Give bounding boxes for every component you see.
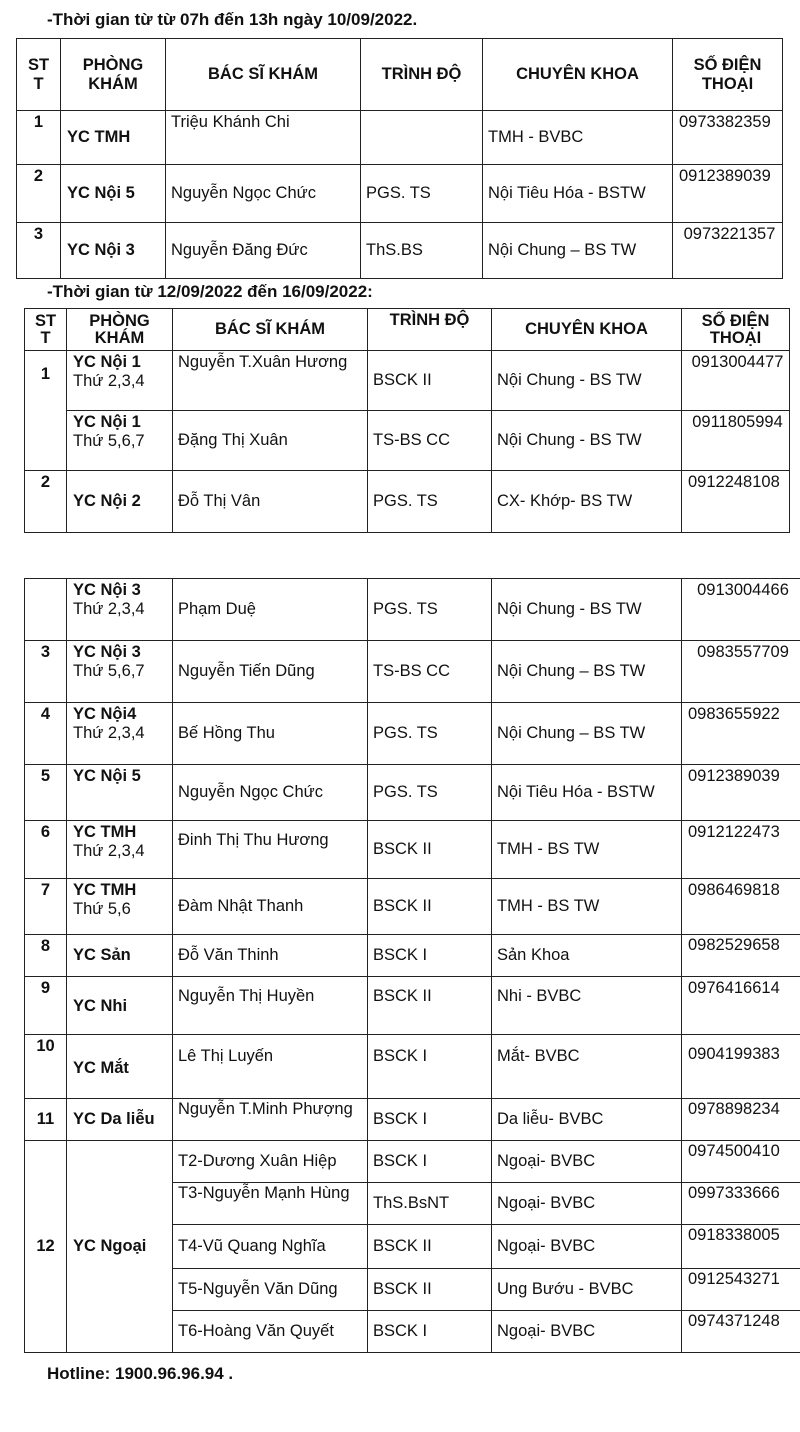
phone-cell: 0997333666 xyxy=(682,1183,800,1225)
room-cell: YC TMH xyxy=(61,111,166,165)
level-cell: BSCK I xyxy=(368,1099,492,1141)
phone-cell: 0912122473 xyxy=(682,821,800,879)
level-cell: BSCK II xyxy=(368,821,492,879)
stt-cell: 7 xyxy=(25,879,67,935)
schedule-table-3 xyxy=(24,578,800,1353)
stt-cell xyxy=(25,579,67,641)
doctor-cell: Nguyễn Ngọc Chức xyxy=(166,165,361,223)
specialty-cell: Ung Bướu - BVBC xyxy=(492,1269,682,1311)
header-doctor: BÁC SĨ KHÁM xyxy=(173,309,368,351)
phone-cell: 0978898234 xyxy=(682,1099,800,1141)
doctor-cell: Phạm Duệ xyxy=(173,579,368,641)
phone-cell: 0973382359 xyxy=(673,111,783,165)
specialty-cell: Nội Chung - BS TW xyxy=(492,351,682,411)
schedule-table-2 xyxy=(24,308,790,533)
header-room: PHÒNG KHÁM xyxy=(61,39,166,111)
table-row xyxy=(17,111,783,165)
stt-cell: 11 xyxy=(25,1099,67,1141)
phone-cell: 0912543271 xyxy=(682,1269,800,1311)
schedule-period-2: -Thời gian từ 12/09/2022 đến 16/09/2022: xyxy=(47,282,373,301)
stt-cell: 8 xyxy=(25,935,67,977)
specialty-cell: Ngoại- BVBC xyxy=(492,1311,682,1353)
room-cell: YC Nội 3 Thứ 2,3,4 xyxy=(67,579,173,641)
phone-cell: 0911805994 xyxy=(682,411,790,471)
level-cell: PGS. TS xyxy=(361,165,483,223)
level-cell: BSCK I xyxy=(368,1141,492,1183)
doctor-cell: T3-Nguyễn Mạnh Hùng xyxy=(173,1183,368,1225)
level-cell: BSCK II xyxy=(368,879,492,935)
doctor-cell: Bế Hồng Thu xyxy=(173,703,368,765)
doctor-cell: Đinh Thị Thu Hương xyxy=(173,821,368,879)
level-cell xyxy=(361,111,483,165)
specialty-cell: CX- Khớp- BS TW xyxy=(492,471,682,533)
phone-cell: 0904199383 xyxy=(682,1035,800,1099)
schedule-period-1: -Thời gian từ từ 07h đến 13h ngày 10/09/2022. xyxy=(47,10,418,29)
specialty-cell: Nội Chung – BS TW xyxy=(483,223,673,279)
table-row xyxy=(25,1099,800,1141)
level-cell: BSCK I xyxy=(368,1311,492,1353)
level-cell: PGS. TS xyxy=(368,471,492,533)
table-row xyxy=(25,879,800,935)
phone-cell: 0974500410 xyxy=(682,1141,800,1183)
phone-cell: 0973221357 xyxy=(673,223,783,279)
level-cell: BSCK II xyxy=(368,1225,492,1269)
stt-cell: 1 xyxy=(25,351,67,471)
stt-cell: 1 xyxy=(17,111,61,165)
phone-cell: 0976416614 xyxy=(682,977,800,1035)
room-cell: YC Nội 1 Thứ 5,6,7 xyxy=(67,411,173,471)
specialty-cell: Sản Khoa xyxy=(492,935,682,977)
stt-cell: 3 xyxy=(25,641,67,703)
doctor-cell: T2-Dương Xuân Hiệp xyxy=(173,1141,368,1183)
doctor-cell: Đàm Nhật Thanh xyxy=(173,879,368,935)
level-cell: BSCK II xyxy=(368,351,492,411)
room-cell: YC Nội 3 Thứ 5,6,7 xyxy=(67,641,173,703)
level-cell: PGS. TS xyxy=(368,579,492,641)
header-level: TRÌNH ĐỘ xyxy=(368,309,492,351)
doctor-cell: T5-Nguyễn Văn Dũng xyxy=(173,1269,368,1311)
phone-cell: 0986469818 xyxy=(682,879,800,935)
table-row xyxy=(25,579,800,641)
doctor-cell: Triệu Khánh Chi xyxy=(166,111,361,165)
room-cell: YC TMH Thứ 5,6 xyxy=(67,879,173,935)
specialty-cell: TMH - BVBC xyxy=(483,111,673,165)
specialty-cell: Nội Chung – BS TW xyxy=(492,641,682,703)
level-cell: TS-BS CC xyxy=(368,641,492,703)
room-cell: YC Nội 5 xyxy=(61,165,166,223)
header-phone: SỐ ĐIỆN THOẠI xyxy=(682,309,790,351)
phone-cell: 0982529658 xyxy=(682,935,800,977)
room-cell: YC Nội 3 xyxy=(61,223,166,279)
room-cell: YC Nhi xyxy=(67,977,173,1035)
level-cell: ThS.BS xyxy=(361,223,483,279)
specialty-cell: Nội Tiêu Hóa - BSTW xyxy=(492,765,682,821)
table-header-row xyxy=(17,39,783,111)
room-cell: YC Ngoại xyxy=(67,1141,173,1353)
table-row xyxy=(17,165,783,223)
level-cell: TS-BS CC xyxy=(368,411,492,471)
room-cell: YC Sản xyxy=(67,935,173,977)
level-cell: BSCK II xyxy=(368,1269,492,1311)
header-specialty: CHUYÊN KHOA xyxy=(492,309,682,351)
room-cell: YC Da liễu xyxy=(67,1099,173,1141)
room-cell: YC TMH Thứ 2,3,4 xyxy=(67,821,173,879)
table-row xyxy=(25,821,800,879)
table-row xyxy=(25,935,800,977)
specialty-cell: Nội Chung – BS TW xyxy=(492,703,682,765)
header-doctor: BÁC SĨ KHÁM xyxy=(166,39,361,111)
level-cell: BSCK I xyxy=(368,935,492,977)
phone-cell: 0983557709 xyxy=(682,641,800,703)
doctor-cell: T6-Hoàng Văn Quyết xyxy=(173,1311,368,1353)
table-row xyxy=(25,977,800,1035)
stt-cell: 4 xyxy=(25,703,67,765)
table-row xyxy=(25,703,800,765)
table-row xyxy=(25,1035,800,1099)
level-cell: ThS.BsNT xyxy=(368,1183,492,1225)
stt-cell: 3 xyxy=(17,223,61,279)
specialty-cell: Nội Tiêu Hóa - BSTW xyxy=(483,165,673,223)
header-phone: SỐ ĐIỆN THOẠI xyxy=(673,39,783,111)
specialty-cell: TMH - BS TW xyxy=(492,821,682,879)
table-row xyxy=(25,411,790,471)
header-specialty: CHUYÊN KHOA xyxy=(483,39,673,111)
doctor-cell: Nguyễn T.Xuân Hương xyxy=(173,351,368,411)
room-cell: YC Nội4 Thứ 2,3,4 xyxy=(67,703,173,765)
specialty-cell: Ngoại- BVBC xyxy=(492,1141,682,1183)
table-row xyxy=(25,1141,800,1183)
doctor-cell: Đỗ Thị Vân xyxy=(173,471,368,533)
room-cell: YC Nội 5 xyxy=(67,765,173,821)
specialty-cell: TMH - BS TW xyxy=(492,879,682,935)
doctor-cell: Nguyễn Ngọc Chức xyxy=(173,765,368,821)
doctor-cell: Nguyễn T.Minh Phượng xyxy=(173,1099,368,1141)
table-row xyxy=(25,765,800,821)
stt-cell: 2 xyxy=(17,165,61,223)
phone-cell: 0912248108 xyxy=(682,471,790,533)
doctor-cell: Nguyễn Thị Huyền xyxy=(173,977,368,1035)
specialty-cell: Ngoại- BVBC xyxy=(492,1183,682,1225)
doctor-cell: Đặng Thị Xuân xyxy=(173,411,368,471)
stt-cell: 12 xyxy=(25,1141,67,1353)
phone-cell: 0918338005 xyxy=(682,1225,800,1269)
level-cell: BSCK II xyxy=(368,977,492,1035)
stt-cell: 2 xyxy=(25,471,67,533)
specialty-cell: Da liễu- BVBC xyxy=(492,1099,682,1141)
level-cell: PGS. TS xyxy=(368,703,492,765)
table-row xyxy=(25,471,790,533)
specialty-cell: Ngoại- BVBC xyxy=(492,1225,682,1269)
table-row xyxy=(17,223,783,279)
header-level: TRÌNH ĐỘ xyxy=(361,39,483,111)
stt-cell: 10 xyxy=(25,1035,67,1099)
doctor-cell: Nguyễn Tiến Dũng xyxy=(173,641,368,703)
phone-cell: 0913004477 xyxy=(682,351,790,411)
doctor-cell: Lê Thị Luyến xyxy=(173,1035,368,1099)
doctor-cell: Nguyễn Đăng Đức xyxy=(166,223,361,279)
header-stt: ST T xyxy=(25,309,67,351)
phone-cell: 0974371248 xyxy=(682,1311,800,1353)
phone-cell: 0912389039 xyxy=(673,165,783,223)
header-stt: ST T xyxy=(17,39,61,111)
level-cell: PGS. TS xyxy=(368,765,492,821)
doctor-cell: T4-Vũ Quang Nghĩa xyxy=(173,1225,368,1269)
specialty-cell: Nội Chung - BS TW xyxy=(492,579,682,641)
table-row xyxy=(25,351,790,411)
room-cell: YC Nội 1 Thứ 2,3,4 xyxy=(67,351,173,411)
stt-cell: 6 xyxy=(25,821,67,879)
level-cell: BSCK I xyxy=(368,1035,492,1099)
stt-cell: 9 xyxy=(25,977,67,1035)
specialty-cell: Nội Chung - BS TW xyxy=(492,411,682,471)
stt-cell: 5 xyxy=(25,765,67,821)
room-cell: YC Mắt xyxy=(67,1035,173,1099)
room-cell: YC Nội 2 xyxy=(67,471,173,533)
phone-cell: 0912389039 xyxy=(682,765,800,821)
table-header-row xyxy=(25,309,790,351)
specialty-cell: Mắt- BVBC xyxy=(492,1035,682,1099)
phone-cell: 0913004466 xyxy=(682,579,800,641)
hotline-text: Hotline: 1900.96.96.94 . xyxy=(47,1364,234,1383)
header-room: PHÒNG KHÁM xyxy=(67,309,173,351)
phone-cell: 0983655922 xyxy=(682,703,800,765)
schedule-table-1 xyxy=(16,38,783,279)
doctor-cell: Đỗ Văn Thinh xyxy=(173,935,368,977)
specialty-cell: Nhi - BVBC xyxy=(492,977,682,1035)
table-row xyxy=(25,641,800,703)
